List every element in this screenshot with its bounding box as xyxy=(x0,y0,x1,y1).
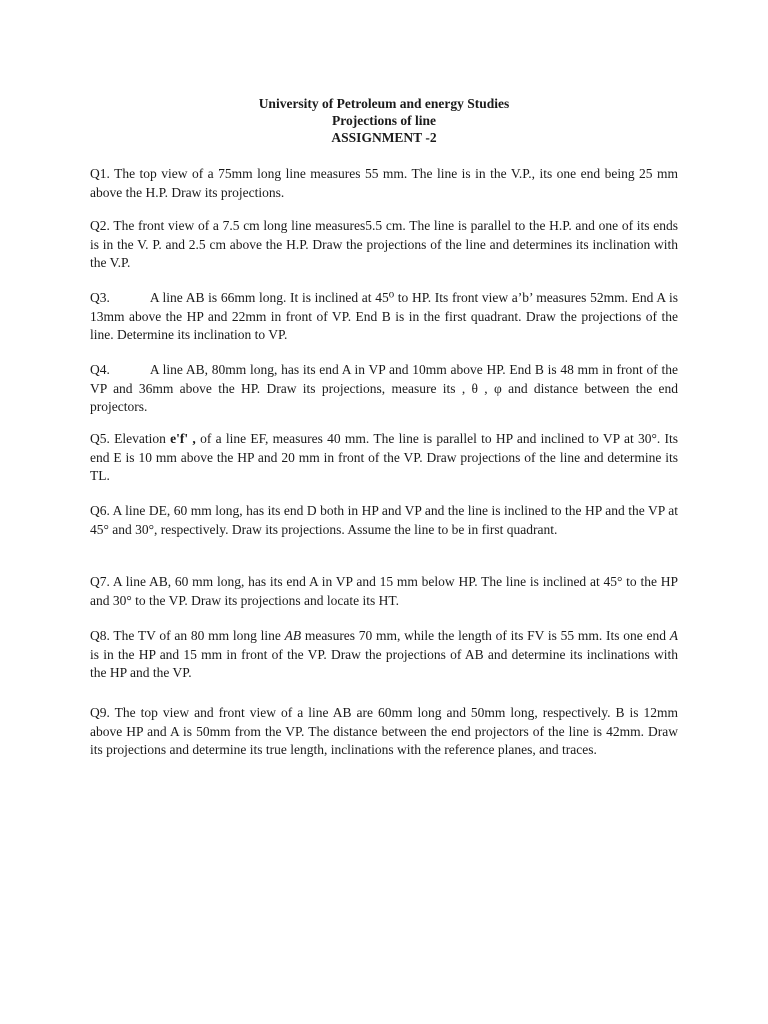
assignment-title: ASSIGNMENT -2 xyxy=(331,130,437,145)
question-text-post: of a line EF, measures 40 mm. The line is parallel to HP and inclined to VP at 30°. Its end E is 10 mm above the HP and 20 mm in front of the VP. Draw projections of the line and determine its TL. xyxy=(90,431,679,483)
question-label: Q6. xyxy=(90,503,110,518)
question-label: Q4. xyxy=(90,362,110,377)
question-label: Q2. xyxy=(90,218,110,233)
question-text-italic-2: A xyxy=(669,628,678,643)
question-text-italic-1: AB xyxy=(284,628,302,643)
question-label: Q3. xyxy=(90,290,110,305)
university-name: University of Petroleum and energy Studies xyxy=(258,96,510,111)
question-text-pre: Elevation xyxy=(109,431,171,446)
question-3 xyxy=(90,289,678,345)
question-5 xyxy=(90,430,678,486)
question-text: A line AB is 66mm long. It is inclined at 45⁰ to HP. Its front view a’b’ measures 52mm. End A is 13mm above the HP and 22mm in front of VP. End B is in the first quadrant. Draw the projections of the line. Determine its inclination to VP. xyxy=(90,290,678,342)
question-text-3: is in the HP and 15 mm in front of the VP. Draw the projections of AB and determine its inclinations with the HP and the VP. xyxy=(90,646,678,680)
question-text: The top view and front view of a line AB are 60mm long and 50mm long, respectively. B is 12mm above HP and A is 50mm from the VP. The distance between the end projectors of the line is 42mm. Draw its projections and determine its true length, inclinations with the reference planes, and traces. xyxy=(90,705,678,757)
question-text: The front view of a 7.5 cm long line measures5.5 cm. The line is parallel to the H.P. and one of its ends is in the V. P. and 2.5 cm above the H.P. Draw the projections of the line and determines its inclination with the V.P. xyxy=(90,218,678,270)
question-text-1: The TV of an 80 mm long line xyxy=(109,628,285,643)
question-label: Q7. xyxy=(90,574,110,589)
question-1 xyxy=(90,165,678,202)
question-text: A line AB, 80mm long, has its end A in VP and 10mm above HP. End B is 48 mm in front of the VP and 36mm above the HP. Draw its projections, measure its , θ , φ and distance between the end projectors. xyxy=(90,362,678,414)
question-8 xyxy=(90,627,678,683)
question-text-bold: e'f' , xyxy=(170,431,196,446)
subject-title: Projections of line xyxy=(332,113,436,128)
question-text: A line DE, 60 mm long, has its end D both in HP and VP and the line is inclined to the HP and the VP at 45° and 30°, respectively. Draw its projections. Assume the line to be in first quadrant. xyxy=(90,503,678,537)
question-label: Q8. xyxy=(90,628,110,643)
question-7 xyxy=(90,573,678,610)
question-text-2: measures 70 mm, while the length of its FV is 55 mm. Its one end xyxy=(301,628,670,643)
question-label: Q1. xyxy=(90,166,110,181)
document-header xyxy=(0,95,768,146)
question-text: A line AB, 60 mm long, has its end A in VP and 15 mm below HP. The line is inclined at 45° to the HP and 30° to the VP. Draw its projections and locate its HT. xyxy=(90,574,678,608)
question-2 xyxy=(90,217,678,273)
question-label: Q9. xyxy=(90,705,110,720)
question-label: Q5. xyxy=(90,431,110,446)
question-text: The top view of a 75mm long line measures 55 mm. The line is in the V.P., its one end being 25 mm above the H.P. Draw its projections. xyxy=(90,166,678,200)
question-9 xyxy=(90,704,678,760)
question-4 xyxy=(90,361,678,417)
question-6 xyxy=(90,502,678,539)
